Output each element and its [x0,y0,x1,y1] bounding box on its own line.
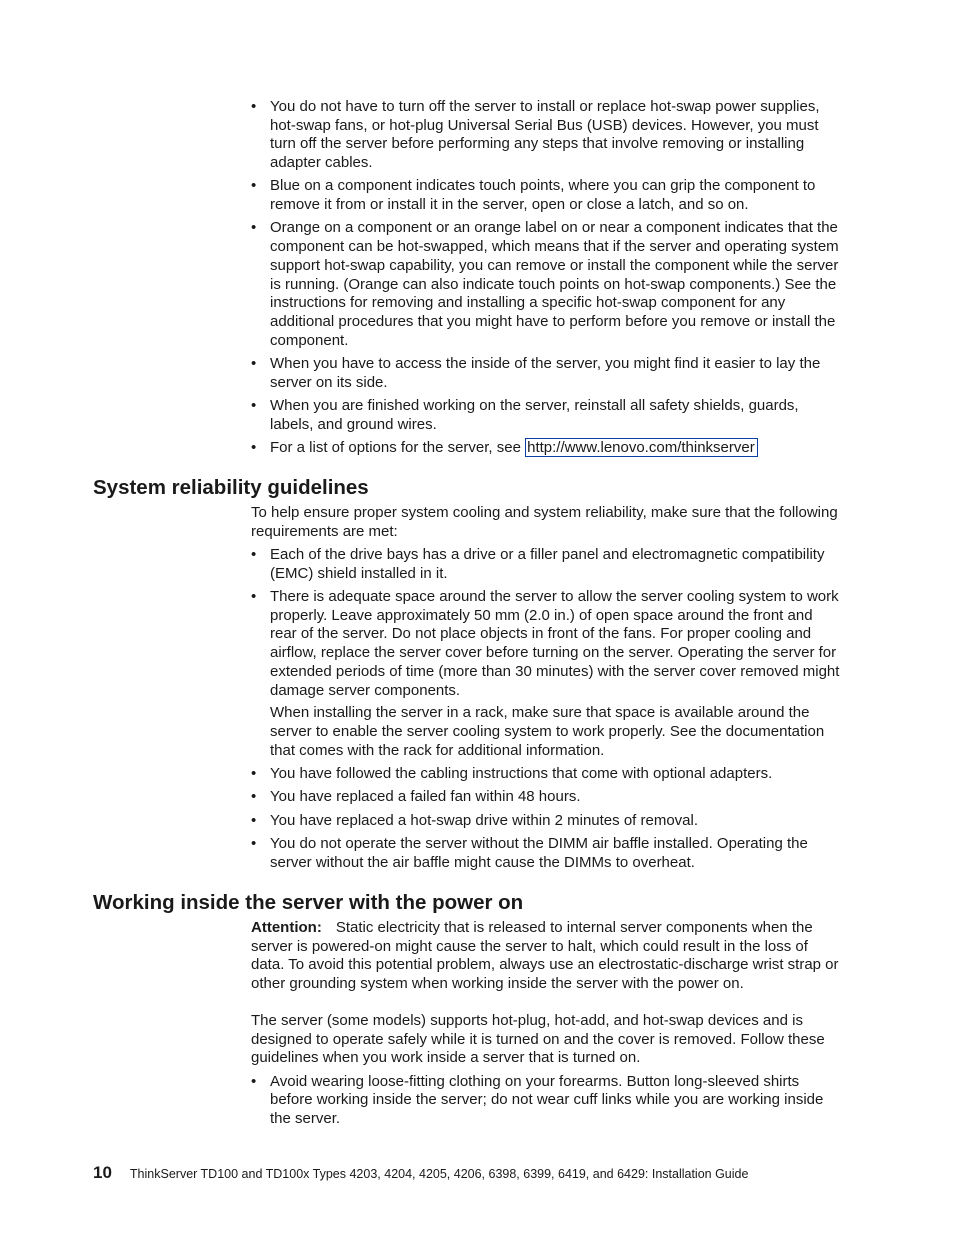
page-number: 10 [93,1163,112,1182]
attention-label: Attention: [251,919,322,936]
thinkserver-link[interactable]: http://www.lenovo.com/thinkserver [525,438,758,457]
list-item [251,588,841,760]
options-text: For a list of options for the server, see [270,438,526,456]
list-item: • You do not have to turn off the server to install or replace hot-swap power supplies, hot-swap fans, or hot-plug Universal Serial Bus (USB) devices. However, you must turn off the server before performing any steps that involve removing or installing adapter cables. [251,98,841,173]
list-item: • Each of the drive bays has a drive or a filler panel and electromagnetic compatibility (EMC) shield installed in it. [251,546,841,583]
power-on-section [251,919,841,1133]
list-item-text: There is adequate space around the server to allow the server cooling system to work properly. Leave approximately 50 mm (2.0 in.) of open space around the front and rear of the server. Do not place objects in front of the fans. For proper cooling and airflow, replace the server cover before turning on the server. Operating the server for extended periods of time (more than 30 minutes) with the server cover removed might damage server components. [270,588,840,699]
page-footer [93,1163,853,1183]
reliability-section [251,504,841,877]
intro-bullet-list [251,98,841,458]
rack-note: When installing the server in a rack, make sure that space is available around the server to enable the server cooling system to work properly. See the documentation that comes with the rack for additional information. [270,704,825,759]
list-item: • Avoid wearing loose-fitting clothing on your forearms. Button long-sleeved shirts before working inside the server; do not wear cuff links while you are working inside the server. [251,1073,841,1129]
list-item: • You have followed the cabling instructions that come with optional adapters. [251,765,841,784]
list-item: • When you are finished working on the server, reinstall all safety shields, guards, labels, and ground wires. [251,397,841,434]
list-item: • You do not operate the server without the DIMM air baffle installed. Operating the server without the air baffle might cause the DIMMs to overheat. [251,835,841,872]
attention-text: Static electricity that is released to internal server components when the server is powered-on might cause the server to halt, which could result in the loss of data. To avoid this potential problem, always use an electrostatic-discharge wrist strap or other grounding system when working inside the server with the power on. [251,919,839,993]
attention-notice [251,919,841,994]
power-on-bullet-list [251,1073,841,1129]
reliability-intro: To help ensure proper system cooling and system reliability, make sure that the following requirements are met: [251,504,838,540]
list-item-options [251,439,841,458]
intro-section [251,98,841,462]
list-item: • Blue on a component indicates touch points, where you can grip the component to remove it from or install it in the server, open or close a latch, and so on. [251,177,841,214]
list-item: • You have replaced a hot-swap drive within 2 minutes of removal. [251,812,841,831]
power-on-intro: The server (some models) supports hot-plug, hot-add, and hot-swap devices and is designed to operate safely while it is turned on and the cover is removed. Follow these guidelines when you work inside a server that is turned on. [251,1011,825,1067]
section-heading-power-on: Working inside the server with the power on [93,891,524,914]
section-heading-reliability: System reliability guidelines [93,476,369,499]
footer-title: ThinkServer TD100 and TD100x Types 4203, 4204, 4205, 4206, 6398, 6399, 6419, and 6429: Installation Guide [129,1167,749,1181]
list-item: • When you have to access the inside of the server, you might find it easier to lay the server on its side. [251,355,841,392]
list-item: • Orange on a component or an orange label on or near a component indicates that the component can be hot-swapped, which means that if the server and operating system support hot-swap capability, you can remove or install the component while the server is running. (Orange can also indicate touch points on hot-swap components.) See the instructions for removing and installing a specific hot-swap component for any additional procedures that you might have to perform before you remove or install the component. [251,219,841,350]
list-item: • You have replaced a failed fan within 48 hours. [251,788,841,807]
reliability-bullet-list [251,546,841,872]
